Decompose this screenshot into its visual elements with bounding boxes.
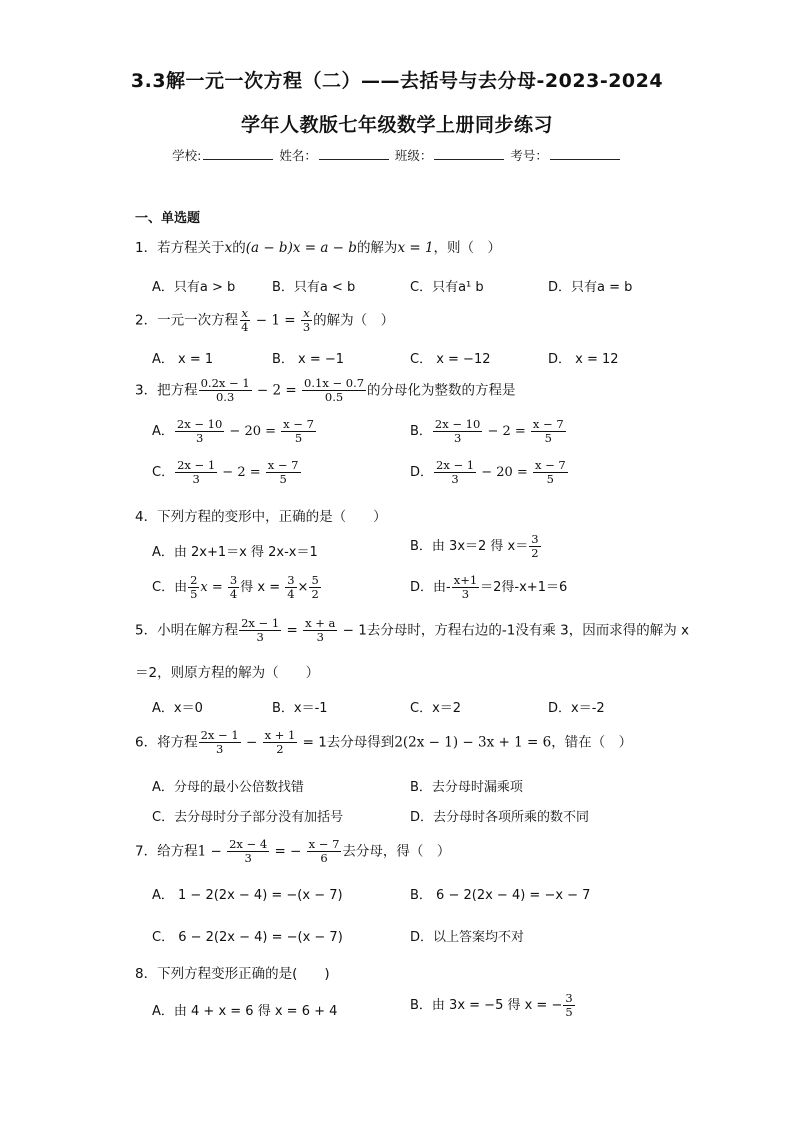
q4-b-num: 3 [531,532,539,546]
q1-mid: 的 [232,240,246,256]
q4-b-den: 2 [531,546,539,560]
q3-d-f2-num: x − 7 [534,458,566,472]
class-label: 班级： [394,148,433,163]
q4-c-f3-den: 4 [287,587,295,601]
q7-option-c[interactable]: C． 6 − 2(2x − 4) = −(x − 7) [152,930,343,945]
q4-b-frac [529,533,540,560]
q6-f1-num: 2x − 1 [200,728,239,742]
q5-option-b[interactable]: B．x＝-1 [272,701,328,716]
q6-f1-den: 3 [215,742,224,756]
name-field[interactable] [319,148,389,160]
q3-c-label: C． [152,465,175,480]
q2-option-c[interactable]: C． x = −12 [410,352,491,367]
q1-var: x [224,240,233,256]
q3-d-mid: − 20 = [477,465,532,480]
q5-mid: = [282,622,303,639]
q3-fraction-2 [302,377,366,404]
exam-no-field[interactable] [550,148,620,160]
q7-option-d[interactable]: D．以上答案均不对 [410,930,525,945]
q5-f2-den: 3 [316,630,324,644]
question-1 [135,236,501,256]
q6-fraction-2 [263,729,298,756]
q7-mid: = − [270,843,306,860]
title-line-1: 3.3解一元一次方程（二）——去括号与去分母-2023-2024 [130,70,664,92]
q3-f1-num: 0.2x − 1 [200,376,250,390]
q4-option-a[interactable]: A．由 2x+1＝x 得 2x-x＝1 [152,545,318,560]
q6-option-c[interactable]: C．去分母时分子部分没有加括号 [152,810,344,825]
q4-c-mid3: × [297,580,309,595]
q3-b-f1-num: 2x − 10 [434,417,481,431]
q8-option-b[interactable] [410,992,576,1019]
q6-f2-num: x + 1 [264,728,296,742]
q1-prefix: 1．若方程关于 [135,240,225,256]
q3-option-b[interactable] [410,418,567,445]
title-line-2: 学年人教版七年级数学上册同步练习 [240,114,553,136]
q4-d-num: x+1 [453,573,478,587]
q4-c-frac-3 [285,574,296,601]
q4-option-d[interactable] [410,574,567,601]
q3-a-frac-1 [175,418,224,445]
q3-c-f1-num: 2x − 1 [177,458,216,472]
q4-c-f4-den: 2 [311,587,319,601]
q8-option-a[interactable]: A．由 4 + x = 6 得 x = 6 + 4 [152,1004,338,1019]
q4-c-frac-2 [228,574,239,601]
question-3 [135,377,516,404]
q3-option-d[interactable] [410,459,569,486]
q6-option-a[interactable]: A．分母的最小公倍数找错 [152,780,304,795]
question-7 [135,838,450,865]
q2-f2-num: x [303,306,310,320]
question-5 [135,617,689,644]
q6-f2-den: 2 [276,742,284,756]
q8-b-num: 3 [565,991,573,1005]
q1-solution: x = 1 [397,240,434,256]
name-label: 姓名： [279,148,317,163]
student-info-row [0,146,794,164]
q4-d-prefix: D．由- [410,580,451,595]
q3-c-mid: − 2 = [218,465,265,480]
question-6 [135,729,632,756]
q3-b-label: B． [410,424,432,439]
q5-option-d[interactable]: D．x＝-2 [548,701,605,716]
q4-c-frac-1 [188,574,199,601]
q3-c-frac-1 [175,459,217,486]
q3-fraction-1 [199,377,252,404]
q5-f1-num: 2x − 1 [241,616,280,630]
q6-expression: 2(2x − 1) − 3x + 1 = 6 [394,734,552,751]
q1-mid2: 的解为 [356,240,398,256]
section-title: 一、单选题 [135,211,201,226]
q1-expression: (a − b)x = a − b [245,240,357,256]
q3-f1-den: 0.3 [215,390,235,404]
q3-suffix: 的分母化为整数的方程是 [367,382,516,399]
q3-b-f2-num: x − 7 [532,417,564,431]
q2-f1-num: x [241,306,248,320]
q4-c-f1-num: 2 [190,573,198,587]
q3-c-frac-2 [266,459,301,486]
q1-suffix: ，则（ ） [433,240,502,256]
q1-option-c[interactable]: C．只有a¹ b [410,280,484,295]
q2-suffix: 的解为（ ） [313,312,395,329]
q4-d-suffix: ＝2得-x+1＝6 [480,580,568,595]
q3-c-f2-num: x − 7 [267,458,299,472]
q4-b-prefix: B．由 3x＝2 得 x＝ [410,539,529,554]
q4-c-prefix: C．由 [152,580,188,595]
q1-option-b[interactable]: B．只有a < b [272,280,356,295]
q3-a-f2-den: 5 [294,431,303,445]
q3-c-f2-den: 5 [279,472,287,486]
q2-fraction-1 [239,307,250,334]
q3-b-frac-2 [531,418,566,445]
q3-d-f2-den: 5 [546,472,554,486]
q6-suffix: ，错在（ ） [551,734,633,751]
q4-c-f2-den: 4 [229,587,238,601]
q3-mid: − 2 = [252,382,302,399]
q2-f1-den: 4 [241,320,249,334]
q5-prefix: 5．小明在解方程 [135,622,239,639]
q4-c-f3-num: 3 [287,573,295,587]
q6-option-b[interactable]: B．去分母时漏乘项 [410,780,523,795]
q2-option-b[interactable]: B． x = −1 [272,352,345,367]
q3-d-f1-num: 2x − 1 [436,458,475,472]
q6-fraction-1 [199,729,241,756]
q3-b-f2-den: 5 [544,431,552,445]
q3-d-f1-den: 3 [451,472,459,486]
q2-option-d[interactable]: D． x = 12 [548,352,619,367]
q4-option-b[interactable] [410,533,542,560]
q8-b-frac [563,992,574,1019]
q7-f2-num: x − 7 [308,837,340,851]
q6-mid2: = 1去分母得到 [298,734,395,751]
question-4: 4．下列方程的变形中，正确的是（ ） [135,509,387,525]
q3-a-mid: − 20 = [225,424,281,439]
q5-option-a[interactable]: A．x＝0 [152,701,203,716]
q3-a-frac-2 [281,418,316,445]
q2-f2-den: 3 [302,320,311,334]
q7-fraction-1 [227,838,269,865]
school-label: 学校: [172,148,202,163]
q7-lead: 1 − [197,843,227,860]
q4-d-den: 3 [461,587,470,601]
q7-option-a[interactable]: A． 1 − 2(2x − 4) = −(x − 7) [152,888,343,903]
q3-f2-num: 0.1x − 0.7 [304,376,365,390]
q2-prefix: 2．一元一次方程 [135,312,239,329]
q4-c-mid1: x = [200,580,227,595]
q3-d-frac-2 [533,459,568,486]
q3-d-label: D． [410,465,434,480]
q3-b-frac-1 [433,418,482,445]
q5-option-c[interactable]: C．x＝2 [410,701,462,716]
q5-fraction-2 [303,617,337,644]
exam-no-label: 考号： [510,148,548,163]
q6-prefix: 6．将方程 [135,734,198,751]
q1-option-a[interactable]: A．只有a > b [152,280,236,295]
q3-c-f1-den: 3 [192,472,200,486]
class-field[interactable] [434,148,504,160]
q3-b-f1-den: 3 [453,431,462,445]
q3-a-f1-num: 2x − 10 [176,417,223,431]
q5-fraction-1 [239,617,281,644]
q7-f1-num: 2x − 4 [229,837,268,851]
q4-c-f4-num: 5 [311,573,319,587]
question-8: 8．下列方程变形正确的是( ) [135,966,330,982]
q6-option-d[interactable]: D．去分母时各项所乘的数不同 [410,810,590,825]
q2-mid: − 1 = [251,312,300,329]
question-2 [135,307,394,334]
q4-c-mid2: 得 x = [240,580,285,595]
q5-f1-den: 3 [256,630,264,644]
q3-b-mid: − 2 = [483,424,530,439]
q8-b-prefix: B．由 3x = −5 得 x = − [410,998,563,1013]
q3-prefix: 3．把方程 [135,382,198,399]
q3-option-c[interactable] [152,459,302,486]
q3-a-f2-num: x − 7 [283,417,314,431]
q2-option-a[interactable]: A． x = 1 [152,352,214,367]
school-field[interactable] [203,148,273,160]
q4-c-f1-den: 5 [190,587,198,601]
q3-a-label: A． [152,424,174,439]
q4-option-c[interactable] [152,574,322,601]
q5-f2-num: x + a [305,616,336,630]
q6-mid: − [241,734,262,751]
q7-f1-den: 3 [244,851,252,865]
q4-c-f2-num: 3 [229,573,238,587]
q3-a-f1-den: 3 [195,431,204,445]
q4-c-frac-4 [309,574,320,601]
q1-option-d[interactable]: D．只有a = b [548,280,633,295]
q3-option-a[interactable] [152,418,317,445]
question-5-line-2: ＝2，则原方程的解为（ ） [135,665,320,681]
q7-fraction-2 [307,838,342,865]
q5-suffix: − 1去分母时，方程右边的-1没有乘 3，因而求得的解为 x [338,622,689,639]
q7-suffix: 去分母，得（ ） [342,843,451,860]
q7-option-b[interactable]: B． 6 − 2(2x − 4) = −x − 7 [410,888,591,903]
q8-b-den: 5 [565,1005,573,1019]
q7-prefix: 7．给方程 [135,843,198,860]
q7-f2-den: 6 [320,851,328,865]
q4-d-frac [452,574,479,601]
q3-f2-den: 0.5 [324,390,344,404]
q2-fraction-2 [301,307,312,334]
q3-d-frac-1 [434,459,476,486]
